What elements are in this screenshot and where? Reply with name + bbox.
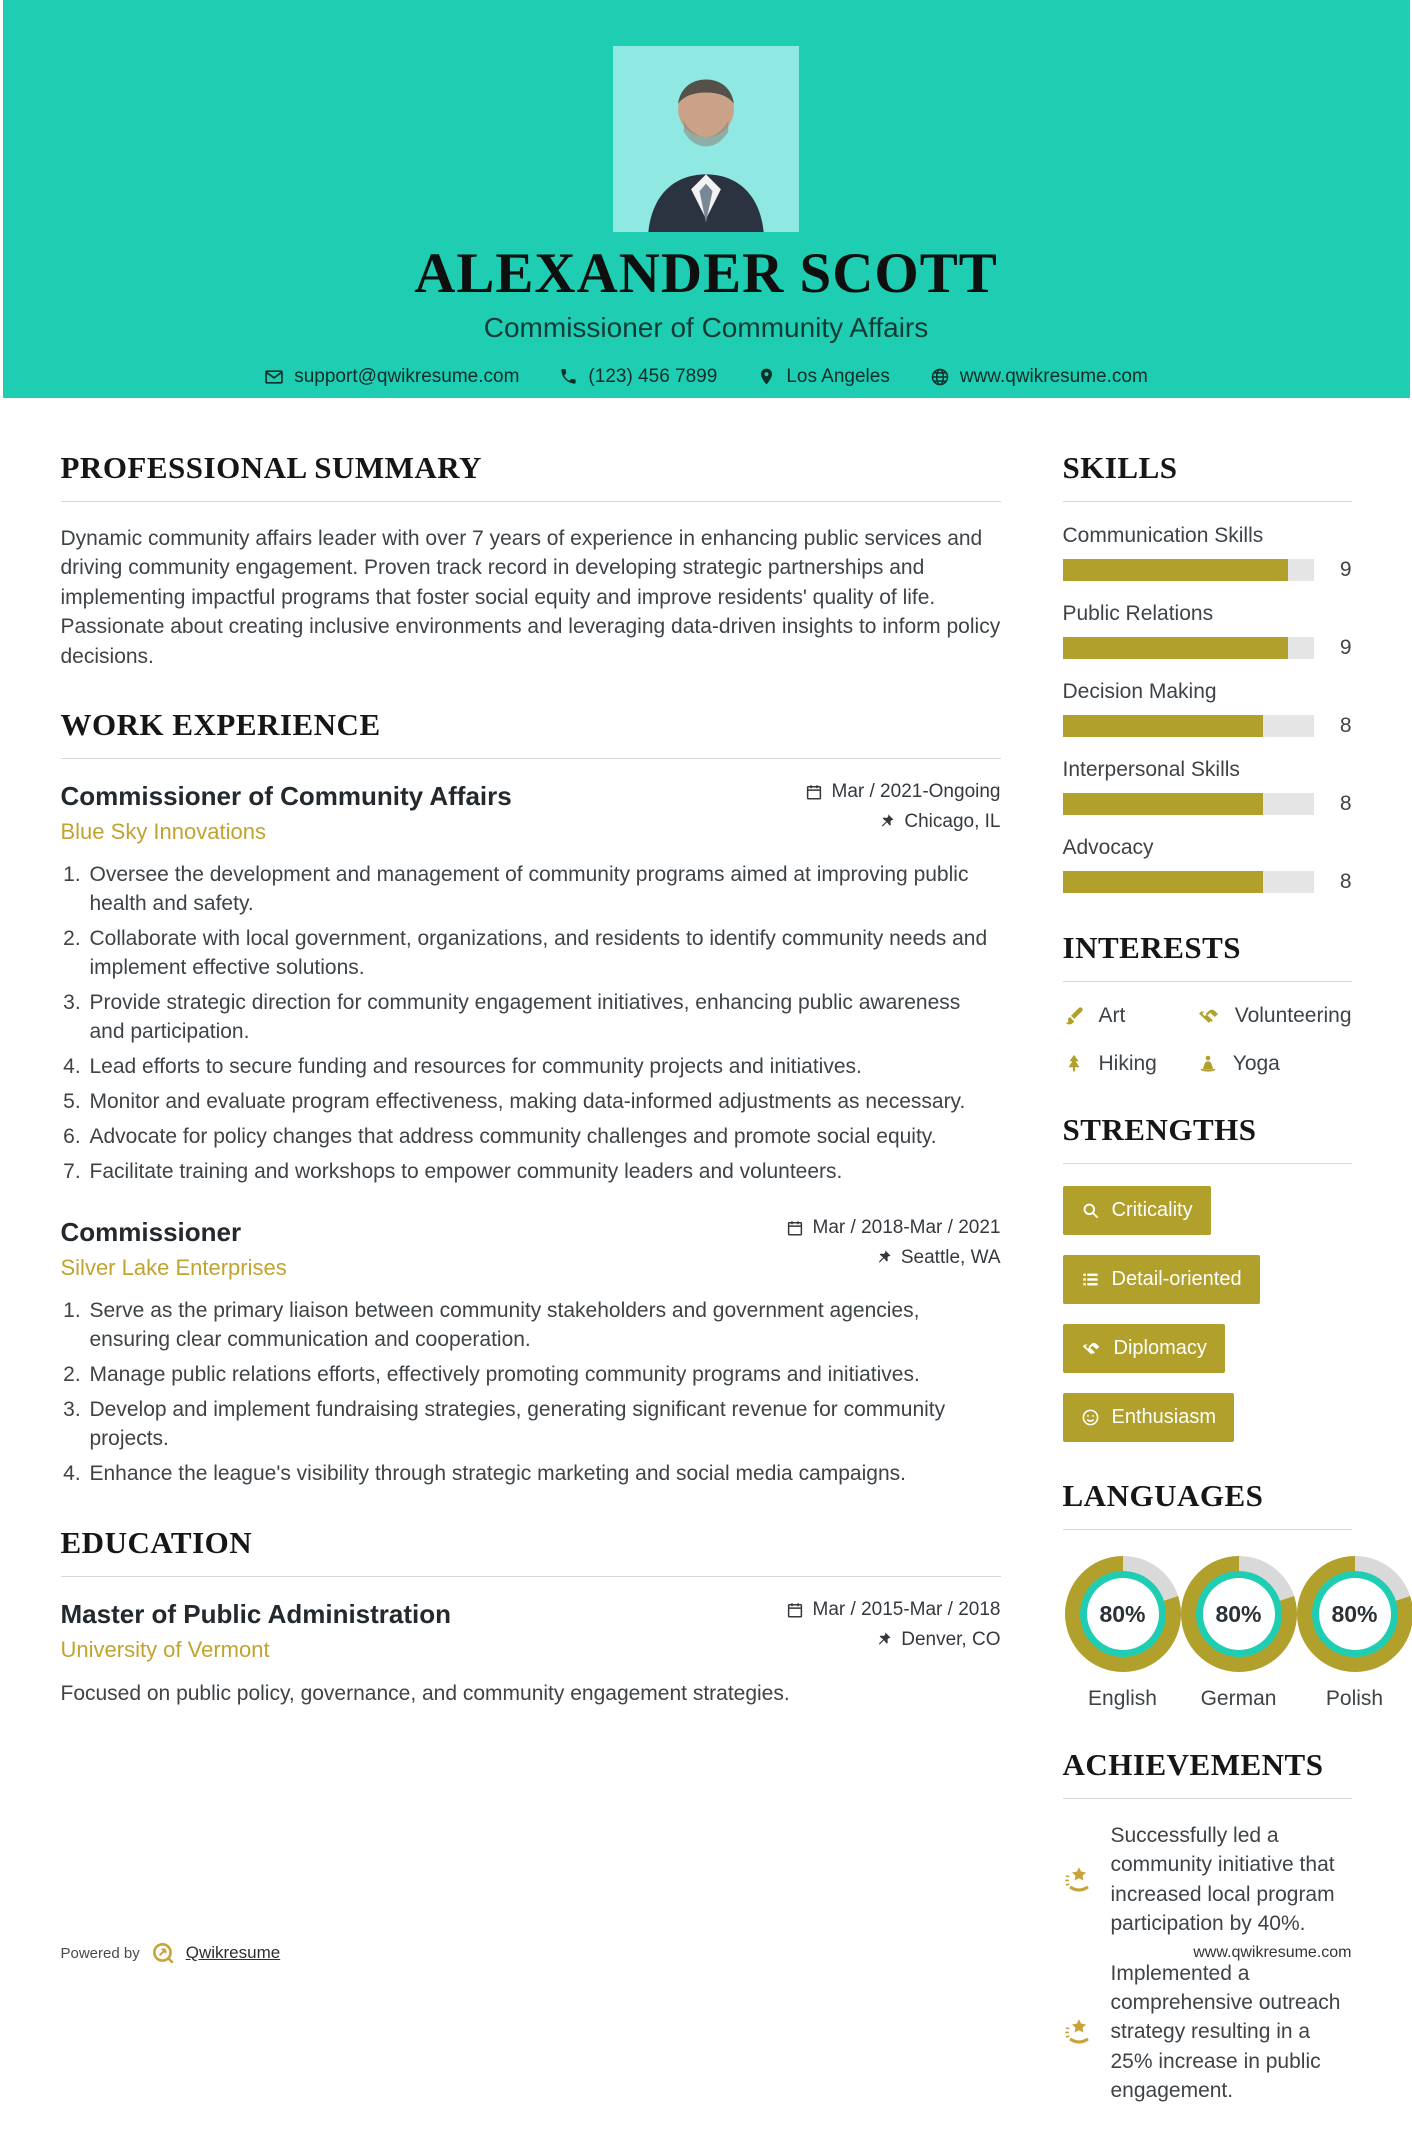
achievement-text: Implemented a comprehensive outreach strategy resulting in a 25% increase in public engagement. <box>1111 1959 1352 2106</box>
interest-label: Yoga <box>1233 1052 1280 1076</box>
education-dates <box>786 1599 1001 1621</box>
section-experience <box>61 707 1001 1489</box>
calendar-icon <box>786 1601 804 1619</box>
skill-bar-track <box>1063 793 1314 815</box>
footer-branding <box>61 1940 281 1966</box>
skill-label: Communication Skills <box>1063 524 1352 548</box>
yoga-icon <box>1197 1053 1219 1075</box>
skill-bar-track <box>1063 871 1314 893</box>
job-bullet: 3. Provide strategic direction for community engagement initiatives, enhancing public awareness and participation. <box>87 989 1001 1047</box>
language-donut-chart <box>1297 1556 1412 1672</box>
job-dates <box>805 781 1001 803</box>
header <box>3 0 1410 398</box>
education-headline <box>61 1599 452 1663</box>
right-column <box>1063 450 1352 2142</box>
job-meta <box>805 781 1001 841</box>
contact-row <box>3 366 1410 388</box>
skill-bar-track <box>1063 715 1314 737</box>
skill-bar-fill <box>1063 715 1264 737</box>
contact-location <box>757 366 890 388</box>
language-donut-chart <box>1065 1556 1181 1672</box>
job-dates-text: Mar / 2021-Ongoing <box>832 781 1001 803</box>
education-meta <box>786 1599 1001 1659</box>
job-bullet: 4. Enhance the league's visibility through strategic marketing and social media campaigns. <box>87 1460 1001 1489</box>
skill-label: Public Relations <box>1063 602 1352 626</box>
summary-text: Dynamic community affairs leader with over 7 years of experience in enhancing public services and driving community engagement. Proven track record in developing strategic partnerships and implementing impactful programs that foster social equity and improve residents' quality of life. Passionate about creating inclusive environments and leveraging data-driven insights to inform policy decisions. <box>61 524 1001 671</box>
contact-phone-text: (123) 456 7899 <box>588 366 717 388</box>
section-strengths <box>1063 1112 1352 1442</box>
achievement-item <box>1063 1959 1352 2106</box>
job-bullet: 1. Serve as the primary liaison between community stakeholders and government agencies, ensuring clear communication and cooperation. <box>87 1297 1001 1355</box>
qwikresume-link[interactable]: Qwikresume <box>186 1943 280 1963</box>
job-title-subtitle: Commissioner of Community Affairs <box>3 312 1410 344</box>
job-title: Commissioner <box>61 1217 287 1248</box>
skill-label: Decision Making <box>1063 680 1352 704</box>
job-bullet: 1. Oversee the development and management of community programs aimed at improving public health and safety. <box>87 861 1001 919</box>
strength-badge <box>1063 1255 1260 1304</box>
skill-bar-fill <box>1063 637 1289 659</box>
phone-icon <box>559 367 578 386</box>
handshake-icon <box>1081 1338 1102 1359</box>
language-item <box>1065 1556 1181 1711</box>
pushpin-icon <box>875 1249 892 1266</box>
job-bullet-list <box>61 861 1001 1187</box>
education-location <box>786 1629 1001 1651</box>
strength-badge <box>1063 1186 1211 1235</box>
interests-heading: INTERESTS <box>1063 930 1352 982</box>
job-location <box>786 1247 1001 1269</box>
contact-email[interactable] <box>264 366 519 388</box>
contact-website[interactable] <box>930 366 1148 388</box>
job-dates-text: Mar / 2018-Mar / 2021 <box>813 1217 1001 1239</box>
body <box>3 398 1410 2142</box>
job-location-text: Seattle, WA <box>901 1247 1001 1269</box>
skill-item <box>1063 524 1352 582</box>
job-bullet: 3. Develop and implement fundraising strategies, generating significant revenue for community projects. <box>87 1396 1001 1454</box>
section-skills <box>1063 450 1352 894</box>
star-hand-icon <box>1063 1961 1095 2106</box>
skill-score: 8 <box>1330 792 1352 816</box>
strength-label: Enthusiasm <box>1112 1406 1217 1429</box>
job-entry <box>61 781 1001 1187</box>
language-label: English <box>1065 1687 1181 1711</box>
skill-score: 8 <box>1330 870 1352 894</box>
interest-item <box>1197 1004 1352 1028</box>
interest-label: Volunteering <box>1235 1004 1352 1028</box>
education-heading: EDUCATION <box>61 1525 1001 1577</box>
handshake-icon <box>1197 1004 1221 1028</box>
avatar <box>613 46 799 232</box>
strengths-heading: STRENGTHS <box>1063 1112 1352 1164</box>
globe-icon <box>930 367 950 387</box>
language-label: Polish <box>1297 1687 1412 1711</box>
language-percent: 80% <box>1203 1578 1275 1650</box>
experience-heading: WORK EXPERIENCE <box>61 707 1001 759</box>
search-icon <box>1081 1201 1100 1220</box>
tree-icon <box>1063 1053 1085 1075</box>
skill-score: 9 <box>1330 558 1352 582</box>
skill-item <box>1063 680 1352 738</box>
section-interests <box>1063 930 1352 1076</box>
education-location-text: Denver, CO <box>901 1629 1000 1651</box>
job-company: Blue Sky Innovations <box>61 819 512 845</box>
job-headline <box>61 781 512 845</box>
pushpin-icon <box>878 813 895 830</box>
list-icon <box>1081 1270 1100 1289</box>
language-donut-chart <box>1181 1556 1297 1672</box>
left-column <box>61 450 1001 2142</box>
job-location-text: Chicago, IL <box>904 811 1000 833</box>
job-title: Commissioner of Community Affairs <box>61 781 512 812</box>
language-item <box>1181 1556 1297 1711</box>
job-bullet: 2. Manage public relations efforts, effectively promoting community programs and initiatives. <box>87 1361 1001 1390</box>
skill-bar-track <box>1063 559 1314 581</box>
skill-bar-track <box>1063 637 1314 659</box>
achievement-text: Successfully led a community initiative that increased local program participation by 40%. <box>1111 1821 1352 1939</box>
skill-label: Advocacy <box>1063 836 1352 860</box>
interest-label: Art <box>1099 1004 1126 1028</box>
skill-item <box>1063 836 1352 894</box>
paintbrush-icon <box>1063 1005 1085 1027</box>
language-item <box>1297 1556 1412 1711</box>
powered-by-text: Powered by <box>61 1945 140 1962</box>
interest-item <box>1197 1052 1352 1076</box>
interest-item <box>1063 1004 1189 1028</box>
interest-label: Hiking <box>1099 1052 1157 1076</box>
summary-heading: PROFESSIONAL SUMMARY <box>61 450 1001 502</box>
job-bullet: 6. Advocate for policy changes that address community challenges and promote social equity. <box>87 1123 1001 1152</box>
calendar-icon <box>805 783 823 801</box>
skill-bar-fill <box>1063 793 1264 815</box>
profile-photo <box>613 46 799 232</box>
footer <box>61 1940 1352 1966</box>
skill-label: Interpersonal Skills <box>1063 758 1352 782</box>
education-description: Focused on public policy, governance, and community engagement strategies. <box>61 1679 1001 1708</box>
section-languages <box>1063 1478 1352 1711</box>
strength-label: Criticality <box>1112 1199 1193 1222</box>
skill-score: 8 <box>1330 714 1352 738</box>
education-entry <box>61 1599 1001 1709</box>
contact-location-text: Los Angeles <box>786 366 890 388</box>
skill-item <box>1063 758 1352 816</box>
job-company: Silver Lake Enterprises <box>61 1255 287 1281</box>
achievements-heading: ACHIEVEMENTS <box>1063 1747 1352 1799</box>
envelope-icon <box>264 367 284 387</box>
strength-badge <box>1063 1393 1235 1442</box>
job-entry <box>61 1217 1001 1489</box>
pushpin-icon <box>875 1631 892 1648</box>
section-achievements <box>1063 1747 1352 2106</box>
language-percent: 80% <box>1319 1578 1391 1650</box>
contact-website-text: www.qwikresume.com <box>960 366 1148 388</box>
skill-score: 9 <box>1330 636 1352 660</box>
section-education <box>61 1525 1001 1709</box>
skill-bar-fill <box>1063 559 1289 581</box>
degree-title: Master of Public Administration <box>61 1599 452 1630</box>
skill-bar-fill <box>1063 871 1264 893</box>
section-summary <box>61 450 1001 671</box>
footer-website-link[interactable]: www.qwikresume.com <box>1193 1944 1351 1962</box>
job-bullet-list <box>61 1297 1001 1489</box>
job-dates <box>786 1217 1001 1239</box>
strength-label: Detail-oriented <box>1112 1268 1242 1291</box>
job-bullet: 7. Facilitate training and workshops to empower community leaders and volunteers. <box>87 1158 1001 1187</box>
calendar-icon <box>786 1219 804 1237</box>
job-bullet: 5. Monitor and evaluate program effectiveness, making data-informed adjustments as necessary. <box>87 1088 1001 1117</box>
job-meta <box>786 1217 1001 1277</box>
contact-email-text: support@qwikresume.com <box>294 366 519 388</box>
job-bullet: 4. Lead efforts to secure funding and resources for community projects and initiatives. <box>87 1053 1001 1082</box>
strength-badge <box>1063 1324 1225 1373</box>
page-title: ALEXANDER SCOTT <box>3 244 1410 304</box>
smiley-icon <box>1081 1408 1100 1427</box>
job-bullet: 2. Collaborate with local government, organizations, and residents to identify community needs and implement effective solutions. <box>87 925 1001 983</box>
star-hand-icon <box>1063 1823 1095 1939</box>
skills-heading: SKILLS <box>1063 450 1352 502</box>
job-headline <box>61 1217 287 1281</box>
languages-heading: LANGUAGES <box>1063 1478 1352 1530</box>
qwikresume-logo-icon <box>150 1940 176 1966</box>
language-label: German <box>1181 1687 1297 1711</box>
skill-item <box>1063 602 1352 660</box>
language-percent: 80% <box>1087 1578 1159 1650</box>
contact-phone[interactable] <box>559 366 717 388</box>
achievement-item <box>1063 1821 1352 1939</box>
pin-icon <box>757 367 776 386</box>
education-dates-text: Mar / 2015-Mar / 2018 <box>813 1599 1001 1621</box>
strength-label: Diplomacy <box>1114 1337 1207 1360</box>
job-location <box>805 811 1001 833</box>
school-name: University of Vermont <box>61 1637 452 1663</box>
resume-page <box>3 0 1410 1990</box>
interest-item <box>1063 1052 1189 1076</box>
